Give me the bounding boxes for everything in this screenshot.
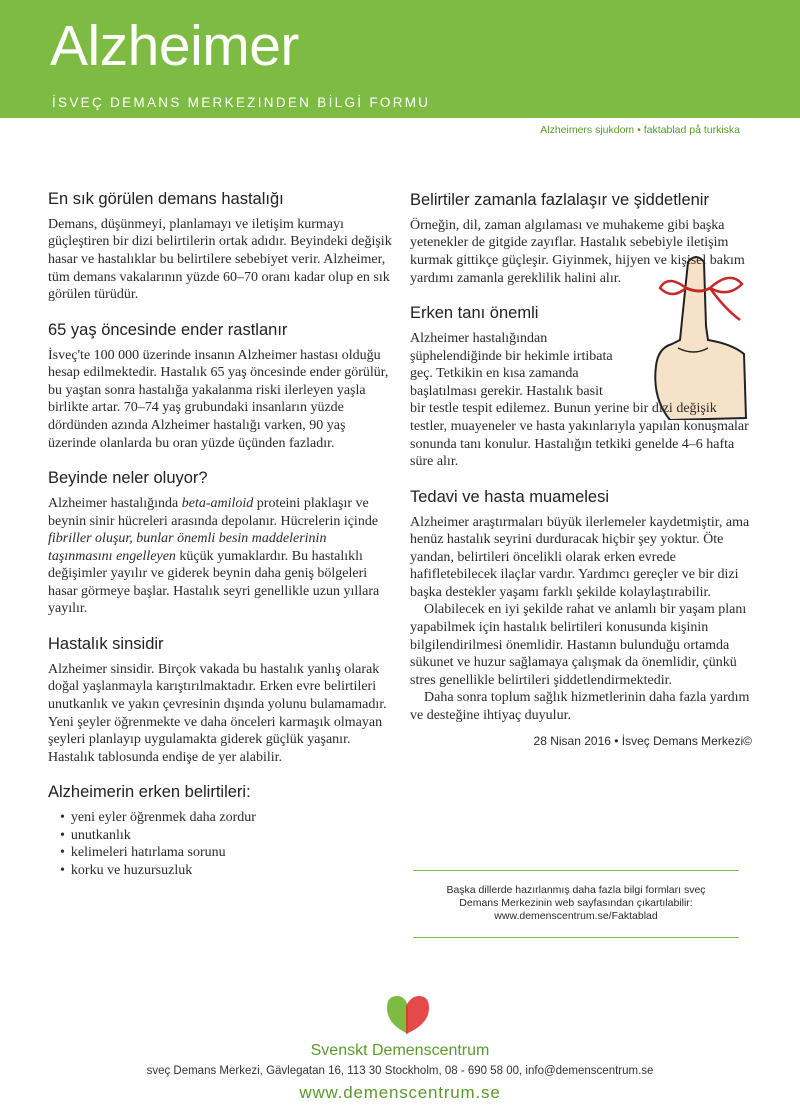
org-name: Svenskt Demenscentrum <box>310 1042 490 1059</box>
section-brain <box>48 469 392 618</box>
signature: 28 Nisan 2016 • İsveç Demans Merkezi© <box>533 733 752 748</box>
tagline: Alzheimers sjukdom • faktablad på turkiska <box>540 124 740 136</box>
address: sveç Demans Merkezi, Gävlegatan 16, 113 30 Stockholm, 08 - 690 58 00, info@demenscentrum.se <box>146 1065 654 1077</box>
list-item: • korku ve huzursuzluk <box>60 862 392 880</box>
symptom-list <box>60 809 392 879</box>
section-symptoms-worsen <box>410 191 754 287</box>
section-text: Alzheimer hastalığından şüphelendiğinde bir hekimle irtibata geç. Tetkikin en kısa zamanda başlatılması gerekir. Hastalık basit <box>410 330 613 399</box>
section-heading: Alzheimerin erken belirtileri: <box>48 783 251 802</box>
section-text: Demans, düşünmeyi, planlamayı ve iletişim kurmayı güçleştiren bir dizi belirtilerin ortak adıdır. Beyindeki değişik hasar ve hastalıklar bu belirtilere sebebiyet verir. Alzheimer, tüm demans vakalarının yüzde 60–70 oranı kadar olup en sık görülen türüdür. <box>48 216 392 303</box>
section-early-signs <box>48 783 392 879</box>
section-heading: Tedavi ve hasta muamelesi <box>410 487 610 506</box>
section-before-65 <box>48 321 392 452</box>
website-link[interactable]: www.demenscentrum.se <box>299 1083 501 1102</box>
section-heading: Belirtiler zamanla fazlalaşır ve şiddetlenir <box>410 191 709 209</box>
list-item: • kelimeleri hatırlama sorunu <box>60 844 392 862</box>
section-early-diagnosis <box>410 304 754 471</box>
section-text: Daha sonra toplum sağlık hizmetlerinin daha fazla yardım ve desteğine ihtiyaç duyulur. <box>410 690 750 724</box>
section-heading: Hastalık sinsidir <box>48 635 164 654</box>
section-text: bir testle tespit edilemez. Bunun yerine bir dizi değişik testler, muayeneler ve hasta yakınlarıyla yapılan konuşmalar sonunda tanı konulur. Hastalığın tetkiki genelde 4–6 hafta süre alır. <box>410 401 749 470</box>
section-heading: En sık görülen demans hastalığı <box>48 190 284 208</box>
list-item: • unutkanlık <box>60 827 392 845</box>
left-column <box>48 190 392 897</box>
italic-term: fibriller oluşur, bunlar önemli besin maddelerinin taşınmasını engelleyen <box>48 531 327 564</box>
info-line: Başka dillerde hazırlanmış daha fazla bilgi formları sveç <box>446 884 706 896</box>
text-run: küçük yumaklardır. Bu hastalıklı değişimler yayılır ve giderek beynin daha geniş bölgeleri hasar görmeye başlar. Hastalık seyri genellikle uzun yıllara yayılır. <box>48 548 380 617</box>
section-heading: Beyinde neler oluyor? <box>48 469 208 488</box>
info-line: Demans Merkezinin web sayfasından çıkartılabilir: <box>459 897 693 909</box>
section-text: Alzheimer sinsidir. Birçok vakada bu hastalık yanlış olarak doğal yaşlanmayla karıştırılmaktadır. Erken evre belirtileri unutkanlık ve yakın çevresinin dışında yolunu bulamamadır. Yeni şeyler öğrenmekte ve daha önceleri karmaşık olmayan şeyleri planlayıp uygulamakta giderek güçlük yaşanır. Hastalık tablosunda endişe de yer alabilir. <box>48 661 387 765</box>
section-insidious <box>48 635 392 766</box>
page-title: Alzheimer <box>50 14 299 78</box>
header-banner <box>0 0 800 118</box>
heart-logo-icon <box>383 990 433 1040</box>
page-subtitle: İSVEÇ DEMANS MERKEZINDEN BİLGİ FORMU <box>52 95 431 110</box>
right-column <box>410 191 754 765</box>
info-link[interactable]: www.demenscentrum.se/Faktablad <box>494 910 658 922</box>
text-run: proteini plaklaşır ve beynin sinir hücreleri arasında depolanır. Hücrelerin içinde <box>48 495 379 529</box>
text-run: Alzheimer hastalığında <box>48 495 182 511</box>
section-heading: 65 yaş öncesinde ender rastlanır <box>48 320 288 339</box>
italic-term: beta-amiloid <box>181 495 254 511</box>
section-common-dementia <box>48 190 392 304</box>
section-heading: Erken tanı önemli <box>410 304 539 323</box>
section-treatment <box>410 488 754 748</box>
section-text <box>48 495 392 618</box>
section-text: Örneğin, dil, zaman algılaması ve muhakeme gibi başka yetenekler de gitgide zayıflar. Hastalık sebebiyle iletişim kurmak gittikçe güçleşir. Giyinmek, hijyen ve kişisel bakım yardımı zamanla gereklilik halini alır. <box>410 217 745 286</box>
info-box <box>413 870 739 938</box>
section-text: Olabilecek en iyi şekilde rahat ve anlamlı bir yaşam planı yapabilmek için hastalık belirtileri konusunda kişinin bilgilendirilmesi önemlidir. Hastanın bulunduğu ortamda sükunet ve huzur sağlamaya çalışmak da önemlidir, çünkü stres genellikle belirtileri şiddetlendirmektedir. <box>410 602 747 688</box>
section-text: Alzheimer araştırmaları büyük ilerlemeler kaydetmiştir, ama henüz hastalık seyrini durduracak hiçbir şey yoktur. Öte yandan, belirtileri öncelikli olarak erken evrede hafifletebilecek ilaçlar vardır. Yardımcı gereçler ve bir dizi başka destekler yaşamı farklı şekilde kolaylaştırabilir. <box>410 514 750 600</box>
section-text: İsveç'te 100 000 üzerinde insanın Alzheimer hastası olduğu hesap edilmektedir. Hastalık 65 yaş öncesinde ender görülür, bu yaştan sonra hastalığa yakalanma riski ilerleyen yaşla birlikte artar. 70–74 yaş grubundaki insanların yüzde dördünden azında Alzheimer hastalığı varken, 90 yaş üzerinde olanlarda bu oran yüzde üçünden fazladır. <box>48 347 389 451</box>
list-item: • yeni eyler öğrenmek daha zordur <box>60 809 392 827</box>
